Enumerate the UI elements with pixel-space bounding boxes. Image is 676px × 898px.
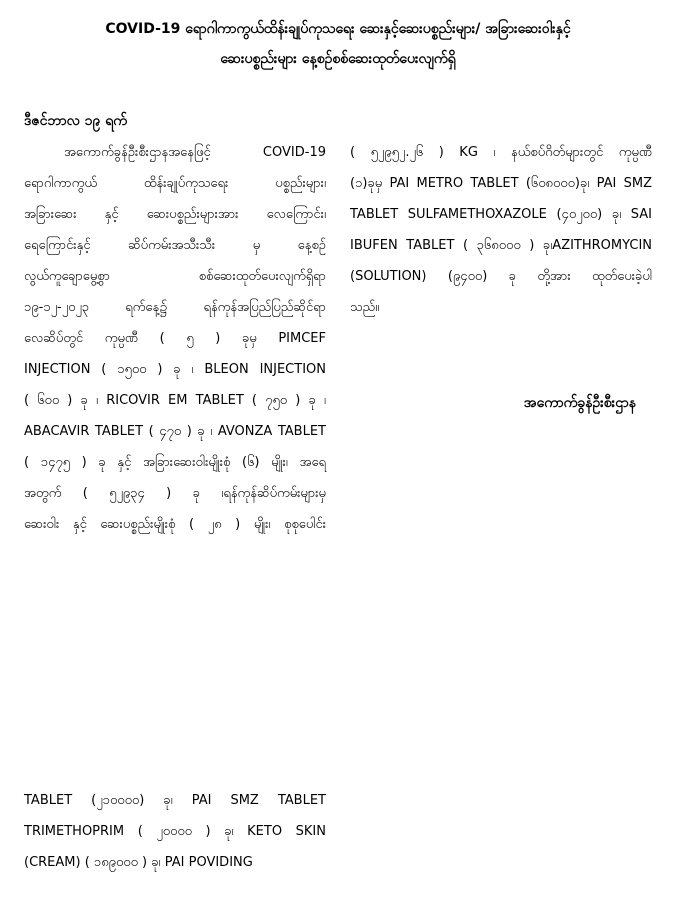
text-line: IBUFEN TABLET ( ၃၆၈၀၀၀ ) ခု၊AZITHROMYCIN xyxy=(350,238,652,253)
text-line: ဆေးဝါး နှင့် ဆေးပစ္စည်းမျိုးစုံ ( ၂၈ ) မျိုး၊ စုစုပေါင်း xyxy=(24,517,326,532)
title-line-1: COVID-19 ရောဂါကာကွယ်ထိန်းချုပ်ကုသရေး ဆေးနှင့်ဆေးပစ္စည်းများ/ အခြားဆေးဝါးနှင့် xyxy=(105,21,571,37)
title-line-2: ဆေးပစ္စည်းများ နေ့စဉ်စစ်ဆေးထုတ်ပေးလျက်ရှိ xyxy=(220,51,456,67)
text-line: အခြားဆေး နှင့် ဆေးပစ္စည်းများအား လေကြောင်း၊ xyxy=(24,207,326,222)
text-line: (၁)ခုမှ PAI METRO TABLET (၆၀၈၀၀၀)ခု၊ PAI SMZ xyxy=(350,176,652,191)
text-line: ရောဂါကာကွယ် ထိန်းချုပ်ကုသရေး ပစ္စည်းများ၊ xyxy=(24,176,326,191)
signature-department: အကောက်ခွန်ဦးစီးဌာန xyxy=(523,395,636,411)
text-line: လေဆိပ်တွင် ကုမ္ပဏီ ( ၅ ) ခုမှ PIMCEF xyxy=(24,331,326,346)
text-line: အတွက် ( ၅၂၉၃၄ ) ခု ၊ရန်ကုန်ဆိပ်ကမ်းများမှ xyxy=(24,486,326,501)
text-line: (SOLUTION) (၉၄၀၀) ခု တို့အား ထုတ်ပေးခဲ့ပါ xyxy=(350,269,652,284)
text-line: ( ၁၄၇၅ ) ခု နှင့် အခြားဆေးဝါးမျိုးစုံ (၆) မျိုး၊ အရေ xyxy=(24,455,326,470)
text-line: INJECTION ( ၁၅၀၀ ) ခု ၊ BLEON INJECTION xyxy=(24,362,326,377)
text-line: TRIMETHOPRIM ( ၂၀၀၀၀ ) ခု၊ KETO SKIN xyxy=(24,824,326,839)
text-line: ၁၉-၁၂-၂၀၂၃ ရက်နေ့၌ ရန်ကုန်အပြည်ပြည်ဆိုင်ရာ xyxy=(24,300,326,315)
text-line: ( ၆၀၀ ) ခု ၊ RICOVIR EM TABLET ( ၇၅၀ ) ခု ၊ xyxy=(24,393,326,408)
text-line: TABLET SULFAMETHOXAZOLE (၄၀၂၀၀) ခု၊ SAI xyxy=(350,207,652,222)
text-line: အကောက်ခွန်ဦးစီးဌာနအနေဖြင့် COVID-19 xyxy=(64,145,326,160)
text-line: ( ၅၂၉၅၂.၂၆ ) KG ၊ နယ်စပ်ဂိတ်များတွင် ကုမ္ပဏီ xyxy=(350,145,652,160)
text-line: ABACAVIR TABLET ( ၄၇၀ ) ခု ၊ AVONZA TABLET xyxy=(24,424,326,439)
text-line: လွယ်ကူချောမွေ့စွာ စစ်ဆေးထုတ်ပေးလျက်ရှိရာ xyxy=(24,269,326,284)
text-line: (CREAM) ( ၁၈၉၀၀၀ ) ခု၊ PAI POVIDING xyxy=(24,855,253,870)
text-line: TABLET (၂၁၀၀၀၀) ခု၊ PAI SMZ TABLET xyxy=(24,793,326,808)
text-line: သည်။ xyxy=(350,300,380,315)
dateline: ဒီဇင်ဘာလ ၁၉ ရက် xyxy=(24,113,127,129)
text-line: ရေကြောင်းနှင့် ဆိပ်ကမ်းအသီးသီး မှ နေ့စဉ် xyxy=(24,238,326,253)
